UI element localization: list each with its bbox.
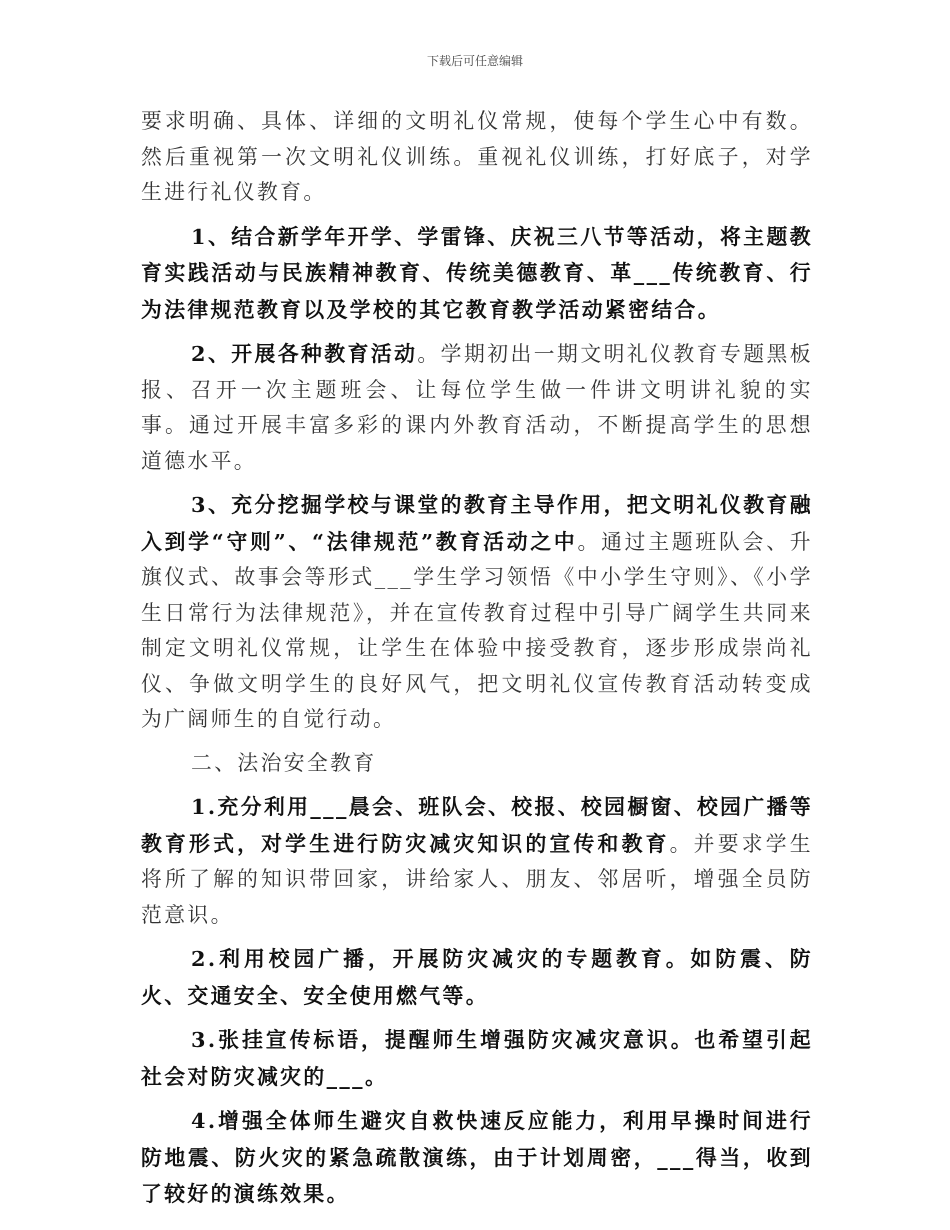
text-segment: 。通过主题班队会、升旗仪式、故事会等形式___学生学习领悟《中小学生守则》、《小学生日常行为法律规范》，并在宣传教育过程中引导广阔学生共同来制定文明礼仪常规，让学生在体验中接受教育，逐步形成崇尚礼仪、争做文明学生的良好风气，把文明礼仪宣传教育活动转变成为广阔师生的自觉行动。 bbox=[141, 529, 813, 731]
paragraph bbox=[141, 104, 813, 211]
text-segment: 要求明确、具体、详细的文明礼仪常规，使每个学生心中有数。然后重视第一次文明礼仪训练。重视礼仪训练，打好底子，对学生进行礼仪教育。 bbox=[141, 109, 813, 204]
paragraph bbox=[141, 746, 813, 782]
text-segment: 。学期初出一期文明礼仪教育专题黑板报、召开一次主题班会、让每位学生做一件讲文明讲礼貌的实事。通过开展丰富多彩的课内外教育活动，不断提高学生的思想道德水平。 bbox=[141, 342, 813, 473]
page-header: 下载后可任意编辑 bbox=[426, 54, 523, 68]
bold-text-segment: 2.利用校园广播，开展防灾减灾的专题教育。如防震、防火、交通安全、安全使用燃气等。 bbox=[141, 946, 813, 1008]
bold-text-segment: 4.增强全体师生避灾自救快速反应能力，利用早操时间进行防地震、防火灾的紧急疏散演练，由于计划周密，___得当，收到了较好的演练效果。 bbox=[141, 1108, 813, 1206]
paragraph bbox=[141, 336, 813, 479]
bold-text-segment: 2、开展各种教育活动 bbox=[191, 341, 418, 366]
bold-text-segment: 3.张挂宣传标语，提醒师生增强防灾减灾意识。也希望引起社会对防灾减灾的___。 bbox=[141, 1027, 813, 1089]
document-body bbox=[141, 104, 813, 1221]
paragraph bbox=[141, 1022, 813, 1095]
bold-text-segment: 3、充分挖掘学校与课堂的教育主导作用，把文明礼仪教育融入到学“守则”、“法律规范”教育活动之中 bbox=[141, 492, 813, 554]
paragraph bbox=[141, 219, 813, 329]
text-segment: 二、法治安全教育 bbox=[191, 750, 377, 775]
text-segment: 。并要求学生将所了解的知识带回家，讲给家人、朋友、邻居听，增强全员防范意识。 bbox=[141, 831, 813, 927]
paragraph bbox=[141, 487, 813, 738]
paragraph bbox=[141, 789, 813, 933]
paragraph bbox=[141, 941, 813, 1014]
bold-text-segment: 1、结合新学年开学、学雷锋、庆祝三八节等活动，将主题教育实践活动与民族精神教育、传统美德教育、革___传统教育、行为法律规范教育以及学校的其它教育教学活动紧密结合。 bbox=[141, 223, 813, 322]
paragraph bbox=[141, 1103, 813, 1213]
bold-text-segment: 1.充分利用___晨会、班队会、校报、校园橱窗、校园广播等教育形式，对学生进行防灾减灾知识的宣传和教育 bbox=[141, 794, 813, 856]
